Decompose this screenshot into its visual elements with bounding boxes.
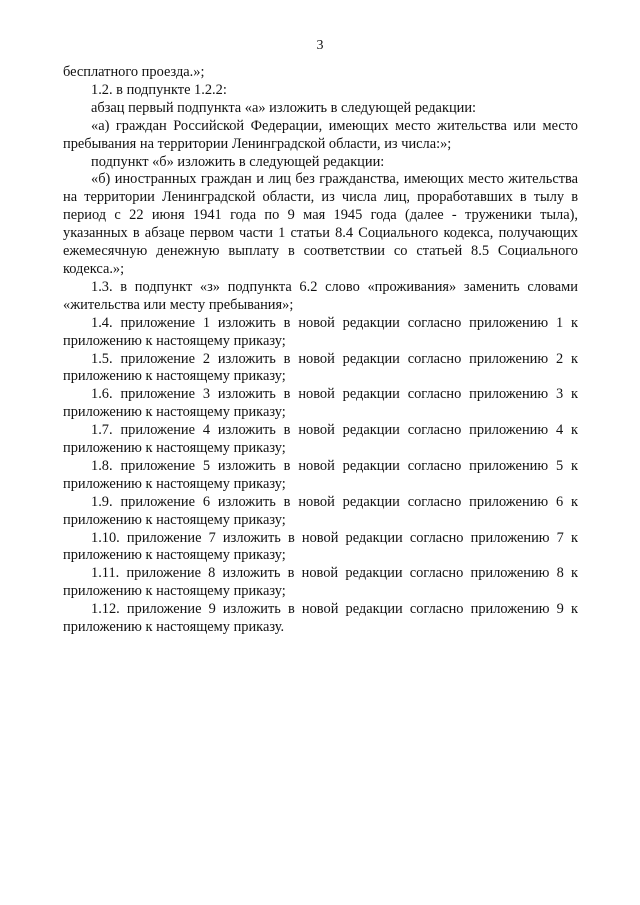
paragraph: «б) иностранных граждан и лиц без гражданства, имеющих место жительства на территории Ленинградской области, из числа лиц, проработавших в тылу в период с 22 июня 1941 года по 9 мая 1945 года (далее - труженики тыла), указанных в абзаце первом части 1 статьи 8.4 Социального кодекса, получающих ежемесячную денежную выплату в соответствии со статьей 8.5 Социального кодекса.»;	[63, 171, 578, 277]
paragraph: 1.12. приложение 9 изложить в новой редакции согласно приложению 9 к приложению к настоящему приказу.	[63, 601, 578, 636]
paragraph: 1.9. приложение 6 изложить в новой редакции согласно приложению 6 к приложению к настоящему приказу;	[63, 493, 578, 528]
paragraph: 1.5. приложение 2 изложить в новой редакции согласно приложению 2 к приложению к настоящему приказу;	[63, 350, 578, 385]
paragraph: бесплатного проезда.»;	[63, 64, 205, 80]
paragraph: 1.7. приложение 4 изложить в новой редакции согласно приложению 4 к приложению к настоящему приказу;	[63, 422, 578, 457]
paragraph: 1.6. приложение 3 изложить в новой редакции согласно приложению 3 к приложению к настоящему приказу;	[63, 386, 578, 421]
document-body	[63, 64, 578, 637]
paragraph: 1.11. приложение 8 изложить в новой редакции согласно приложению 8 к приложению к настоящему приказу;	[63, 565, 578, 600]
paragraph: подпункт «б» изложить в следующей редакции:	[91, 153, 385, 170]
paragraph: 1.4. приложение 1 изложить в новой редакции согласно приложению 1 к приложению к настоящему приказу;	[63, 314, 578, 349]
paragraph: 1.3. в подпункт «з» подпункта 6.2 слово «проживания» заменить словами «жительства или месту пребывания»;	[63, 278, 578, 313]
paragraph: 1.2. в подпункте 1.2.2:	[91, 81, 227, 98]
paragraph: 1.10. приложение 7 изложить в новой редакции согласно приложению 7 к приложению к настоящему приказу;	[63, 529, 578, 564]
paragraph: 1.8. приложение 5 изложить в новой редакции согласно приложению 5 к приложению к настоящему приказу;	[63, 457, 578, 492]
paragraph: абзац первый подпункта «а» изложить в следующей редакции:	[91, 99, 477, 116]
page-number: 3	[316, 38, 324, 53]
paragraph: «а) граждан Российской Федерации, имеющих место жительства или место пребывания на территории Ленинградской области, из числа:»;	[63, 117, 578, 152]
